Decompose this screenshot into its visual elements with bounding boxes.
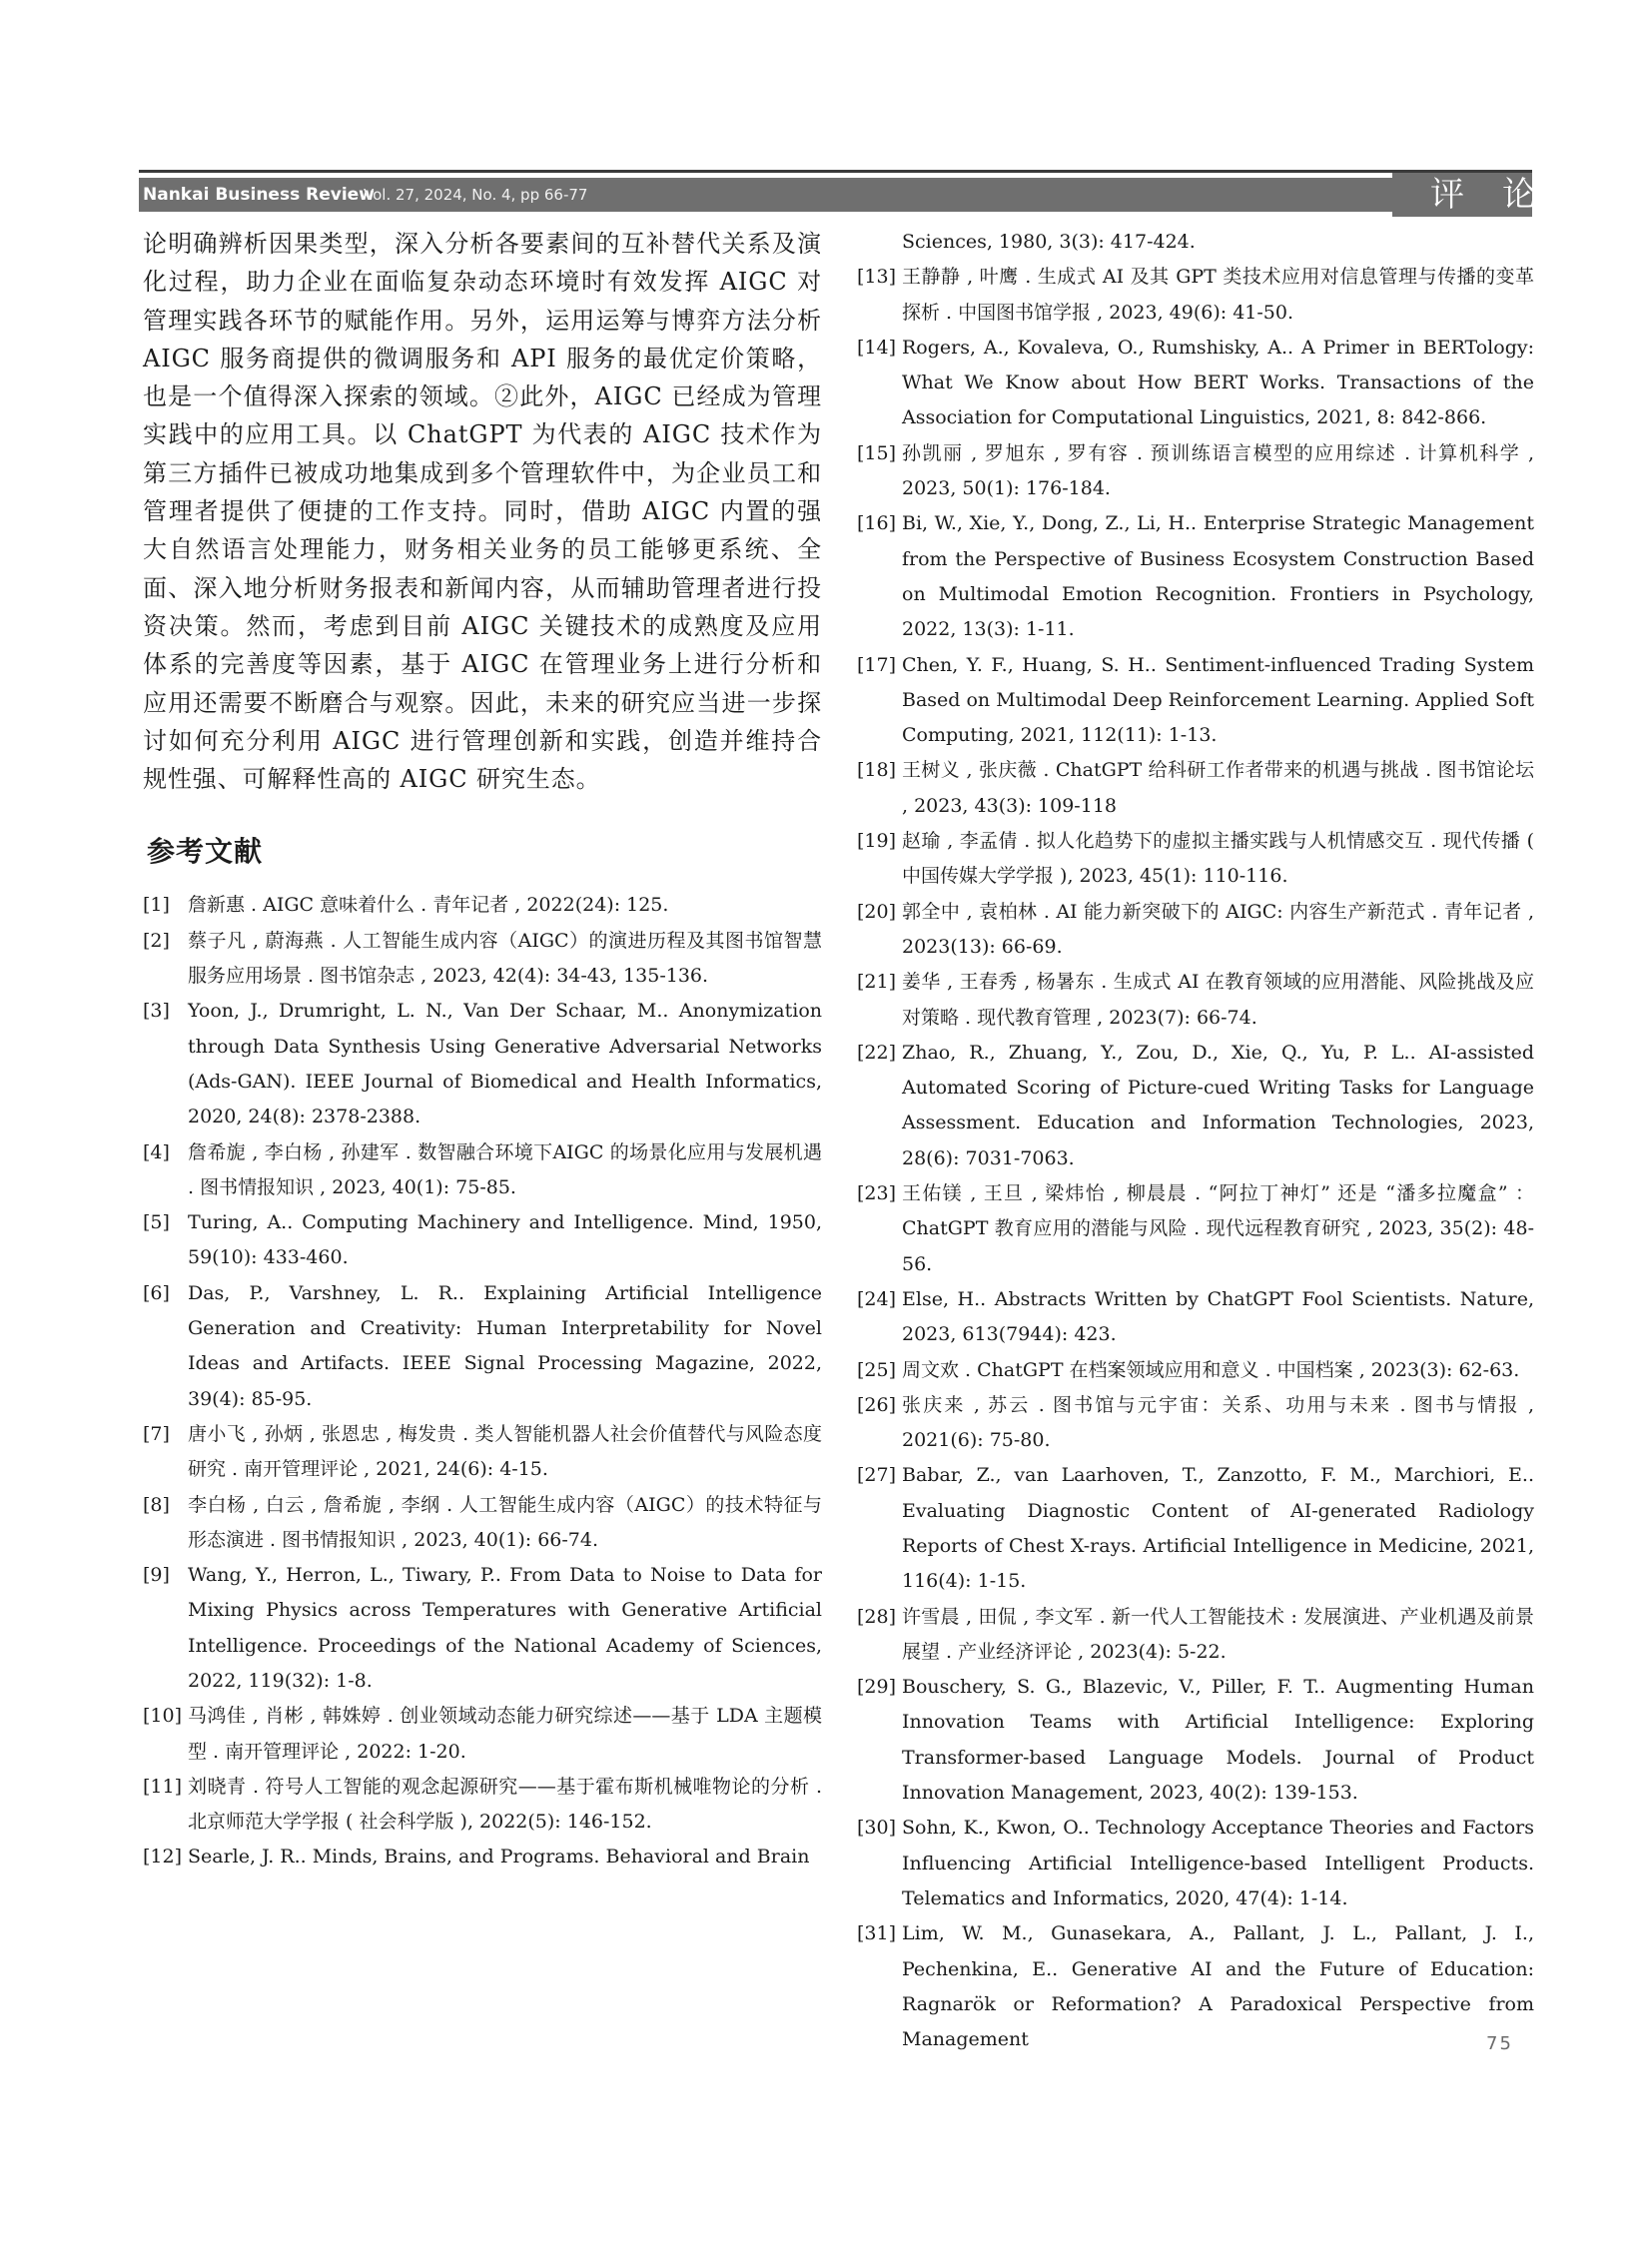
reference-item [143, 924, 822, 995]
reference-text: Else, H.. Abstracts Written by ChatGPT Fool Scientists. Nature, 2023, 613(7944): 423. [902, 1287, 1534, 1346]
reference-item [143, 1558, 822, 1699]
reference-text: Yoon, J., Drumright, L. N., Van Der Schaar, M.. Anonymization through Data Synthesis Using Generative Adversarial Networks (Ads-GAN). IEEE Journal of Biomedical and Health Informatics, 2020, 24(8): 2378-2388. [188, 1000, 822, 1128]
reference-item [857, 1036, 1534, 1176]
reference-number: [24] [857, 1287, 897, 1310]
reference-item [857, 1176, 1534, 1282]
reference-text: 蔡子凡 , 蔚海燕 . 人工智能生成内容（AIGC）的演进历程及其图书馆智慧服务应用场景 . 图书馆杂志 , 2023, 42(4): 34-43, 135-136. [188, 929, 822, 988]
reference-text: Bi, W., Xie, Y., Dong, Z., Li, H.. Enterprise Strategic Management from the Perspective of Business Ecosystem Construction Based on Multimodal Emotion Recognition. Frontiers in Psychology, 2022, 13(3): 1-11. [902, 512, 1534, 641]
reference-number: [16] [857, 512, 897, 535]
section-label: 评论 [1392, 173, 1532, 217]
reference-text: 詹希旎 , 李白杨 , 孙建军 . 数智融合环境下AIGC 的场景化应用与发展机遇 . 图书情报知识 , 2023, 40(1): 75-85. [188, 1140, 822, 1198]
header-rule [139, 170, 1532, 173]
reference-number: [14] [857, 336, 897, 359]
journal-issue: Vol. 27, 2024, No. 4, pp 66-77 [364, 186, 588, 204]
reference-item [143, 1770, 822, 1841]
reference-text: Babar, Z., van Laarhoven, T., Zanzotto, F. M., Marchiori, E.. Evaluating Diagnostic Content of AI-generated Radiology Reports of Chest X-rays. Artificial Intelligence in Medicine, 2021, 116(4): 1-15. [902, 1464, 1534, 1593]
reference-text: 刘晓青 . 符号人工智能的观念起源研究——基于霍布斯机械唯物论的分析 . 北京师范大学学报 ( 社会科学版 ), 2022(5): 146-152. [188, 1775, 822, 1834]
reference-number: [19] [857, 830, 897, 853]
reference-number: [26] [857, 1393, 897, 1416]
reference-item [857, 753, 1534, 824]
reference-item [857, 436, 1534, 507]
reference-number: [15] [857, 441, 897, 464]
right-column [857, 225, 1534, 2057]
reference-item [857, 1811, 1534, 1916]
reference-number: [7] [143, 1422, 170, 1445]
reference-item [143, 1840, 822, 1874]
reference-item [857, 506, 1534, 647]
reference-continuation: Sciences, 1980, 3(3): 417-424. [902, 231, 1196, 253]
reference-item [143, 1488, 822, 1559]
reference-text: Zhao, R., Zhuang, Y., Zou, D., Xie, Q., Yu, P. L.. AI-assisted Automated Scoring of Picture-cued Writing Tasks for Language Assessment. Education and Information Technologies, 2023, 28(6): 7031-7063. [902, 1041, 1534, 1169]
reference-item [857, 260, 1534, 331]
reference-text: 唐小飞 , 孙炳 , 张恩忠 , 梅发贵 . 类人智能机器人社会价值替代与风险态度研究 . 南开管理评论 , 2021, 24(6): 4-15. [188, 1422, 822, 1481]
reference-text: Sohn, K., Kwon, O.. Technology Acceptance Theories and Factors Influencing Artificial Intelligence-based Intelligent Products. Telematics and Informatics, 2020, 47(4): 1-14. [902, 1817, 1534, 1909]
reference-text: Bouschery, S. G., Blazevic, V., Piller, F. T.. Augmenting Human Innovation Teams with Artificial Intelligence: Exploring Transformer-based Language Models. Journal of Product Innovation Management, 2023, 40(2): 139-153. [902, 1676, 1534, 1805]
reference-number: [11] [143, 1775, 183, 1798]
reference-text: 王佑镁 , 王旦 , 梁炜怡 , 柳晨晨 . “阿拉丁神灯” 还是 “潘多拉魔盒” ：ChatGPT 教育应用的潜能与风险 . 现代远程教育研究 , 2023, 35(2): 48-56. [902, 1182, 1534, 1275]
reference-number: [6] [143, 1281, 170, 1304]
reference-text: 孙凯丽 , 罗旭东 , 罗有容 . 预训练语言模型的应用综述 . 计算机科学 , 2023, 50(1): 176-184. [902, 441, 1534, 500]
reference-text: 郭全中 , 袁柏林 . AI 能力新突破下的 AIGC: 内容生产新范式 . 青年记者 , 2023(13): 66-69. [902, 900, 1534, 958]
reference-item [857, 1282, 1534, 1353]
reference-text: Rogers, A., Kovaleva, O., Rumshisky, A.. A Primer in BERTology: What We Know about How BERT Works. Transactions of the Association for Computational Linguistics, 2021, 8: 842-866. [902, 336, 1534, 429]
reference-text: Lim, W. M., Gunasekara, A., Pallant, J. L., Pallant, J. I., Pechenkina, E.. Generative AI and the Future of Education: Ragnarök or Reformation? A Paradoxical Perspective from Management [902, 1922, 1534, 2051]
page-header [139, 170, 1574, 220]
references-heading: 参考文献 [147, 835, 264, 869]
reference-item [143, 1135, 822, 1206]
reference-text: 王静静 , 叶鹰 . 生成式 AI 及其 GPT 类技术应用对信息管理与传播的变革探析 . 中国图书馆学报 , 2023, 49(6): 41-50. [902, 266, 1534, 324]
reference-text: 张庆来 , 苏云 . 图书馆与元宇宙：关系、功用与未来 . 图书与情报 , 2021(6): 75-80. [902, 1393, 1534, 1452]
reference-text: 马鸿佳 , 肖彬 , 韩姝婷 . 创业领域动态能力研究综述——基于 LDA 主题模型 . 南开管理评论 , 2022: 1-20. [188, 1705, 822, 1763]
reference-number: [12] [143, 1846, 183, 1868]
reference-number: [18] [857, 759, 897, 782]
reference-text: Turing, A.. Computing Machinery and Intelligence. Mind, 1950, 59(10): 433-460. [188, 1211, 822, 1269]
reference-number: [13] [857, 266, 897, 289]
reference-text: 姜华 , 王春秀 , 杨暑东 . 生成式 AI 在教育领域的应用潜能、风险挑战及应对策略 . 现代教育管理 , 2023(7): 66-74. [902, 971, 1534, 1029]
reference-item [857, 1458, 1534, 1599]
reference-item [857, 895, 1534, 966]
reference-item [857, 1600, 1534, 1671]
reference-number: [3] [143, 1000, 170, 1023]
reference-item [143, 1699, 822, 1770]
reference-text: Das, P., Varshney, L. R.. Explaining Artificial Intelligence Generation and Creativity: Human Interpretability for Novel Ideas and Artifacts. IEEE Signal Processing Magazine, 2022, 39(4): 85-95. [188, 1281, 822, 1410]
body-paragraph: 论明确辨析因果类型，深入分析各要素间的互补替代关系及演化过程，助力企业在面临复杂动态环境时有效发挥 AIGC 对管理实践各环节的赋能作用。另外，运用运筹与博弈方法分析 AIGC 服务商提供的微调服务和 API 服务的最优定价策略，也是一个值得深入探索的领域。②此外，AIGC 已经成为管理实践中的应用工具。以 ChatGPT 为代表的 AIGC 技术作为第三方插件已被成功地集成到多个管理软件中，为企业员工和管理者提供了便捷的工作支持。同时，借助 AIGC 内置的强大自然语言处理能力，财务相关业务的员工能够更系统、全面、深入地分析财务报表和新闻内容，从而辅助管理者进行投资决策。然而，考虑到目前 AIGC 关键技术的成熟度及应用体系的完善度等因素，基于 AIGC 在管理业务上进行分析和应用还需要不断磨合与观察。因此，未来的研究应当进一步探讨如何充分利用 AIGC 进行管理创新和实践，创造并维持合规性强、可解释性高的 AIGC 研究生态。 [143, 230, 822, 794]
reference-text: Chen, Y. F., Huang, S. H.. Sentiment-influenced Trading System Based on Multimodal Deep Reinforcement Learning. Applied Soft Computing, 2021, 112(11): 1-13. [902, 653, 1534, 747]
reference-text: 王树义 , 张庆薇 . ChatGPT 给科研工作者带来的机遇与挑战 . 图书馆论坛 , 2023, 43(3): 109-118 [902, 759, 1534, 817]
reference-item [143, 1276, 822, 1417]
reference-text: Wang, Y., Herron, L., Tiwary, P.. From Data to Noise to Data for Mixing Physics across Temperatures with Generative Artificial Intelligence. Proceedings of the National Academy of Sciences, 2022, 119(32): 1-8. [188, 1564, 822, 1692]
reference-text: 周文欢 . ChatGPT 在档案领域应用和意义 . 中国档案 , 2023(3): 62-63. [902, 1358, 1520, 1381]
reference-item [857, 824, 1534, 895]
reference-number: [8] [143, 1493, 170, 1516]
reference-item [857, 965, 1534, 1036]
reference-number: [29] [857, 1676, 897, 1699]
reference-number: [21] [857, 971, 897, 994]
reference-item [143, 994, 822, 1134]
reference-number: [2] [143, 929, 170, 952]
reference-item [857, 1388, 1534, 1459]
reference-text: 詹新惠 . AIGC 意味着什么 . 青年记者 , 2022(24): 125. [188, 894, 669, 917]
reference-item [143, 1205, 822, 1276]
reference-list-right [857, 225, 1534, 260]
reference-number: [27] [857, 1464, 897, 1487]
reference-item [143, 1417, 822, 1488]
reference-text: 李白杨 , 白云 , 詹希旎 , 李纲 . 人工智能生成内容（AIGC）的技术特征与形态演进 . 图书情报知识 , 2023, 40(1): 66-74. [188, 1493, 822, 1551]
reference-number: [17] [857, 653, 897, 676]
reference-list-right-items [857, 260, 1534, 2057]
reference-number: [30] [857, 1817, 897, 1840]
reference-number: [23] [857, 1182, 897, 1205]
reference-number: [4] [143, 1140, 170, 1163]
page-number: 75 [1486, 2033, 1513, 2054]
reference-item [857, 1916, 1534, 2057]
journal-name: Nankai Business Review [143, 185, 375, 205]
reference-text: 赵瑜 , 李孟倩 . 拟人化趋势下的虚拟主播实践与人机情感交互 . 现代传播 ( 中国传媒大学学报 ), 2023, 45(1): 110-116. [902, 830, 1534, 888]
reference-number: [10] [143, 1705, 183, 1728]
reference-number: [22] [857, 1041, 897, 1064]
left-column [143, 225, 822, 1875]
reference-item [857, 1670, 1534, 1811]
reference-number: [9] [143, 1564, 170, 1587]
reference-item [857, 648, 1534, 754]
reference-number: [31] [857, 1922, 897, 1945]
reference-number: [1] [143, 894, 170, 917]
reference-number: [28] [857, 1605, 897, 1628]
reference-item [857, 331, 1534, 436]
reference-text: Searle, J. R.. Minds, Brains, and Programs. Behavioral and Brain [188, 1846, 810, 1868]
reference-list-left [143, 888, 822, 1874]
reference-text: 许雪晨 , 田侃 , 李文军 . 新一代人工智能技术 : 发展演进、产业机遇及前景展望 . 产业经济评论 , 2023(4): 5-22. [902, 1605, 1534, 1663]
reference-number: [20] [857, 900, 897, 923]
reference-item [143, 888, 822, 923]
reference-item [857, 1353, 1534, 1388]
reference-number: [5] [143, 1211, 170, 1234]
reference-number: [25] [857, 1358, 897, 1381]
